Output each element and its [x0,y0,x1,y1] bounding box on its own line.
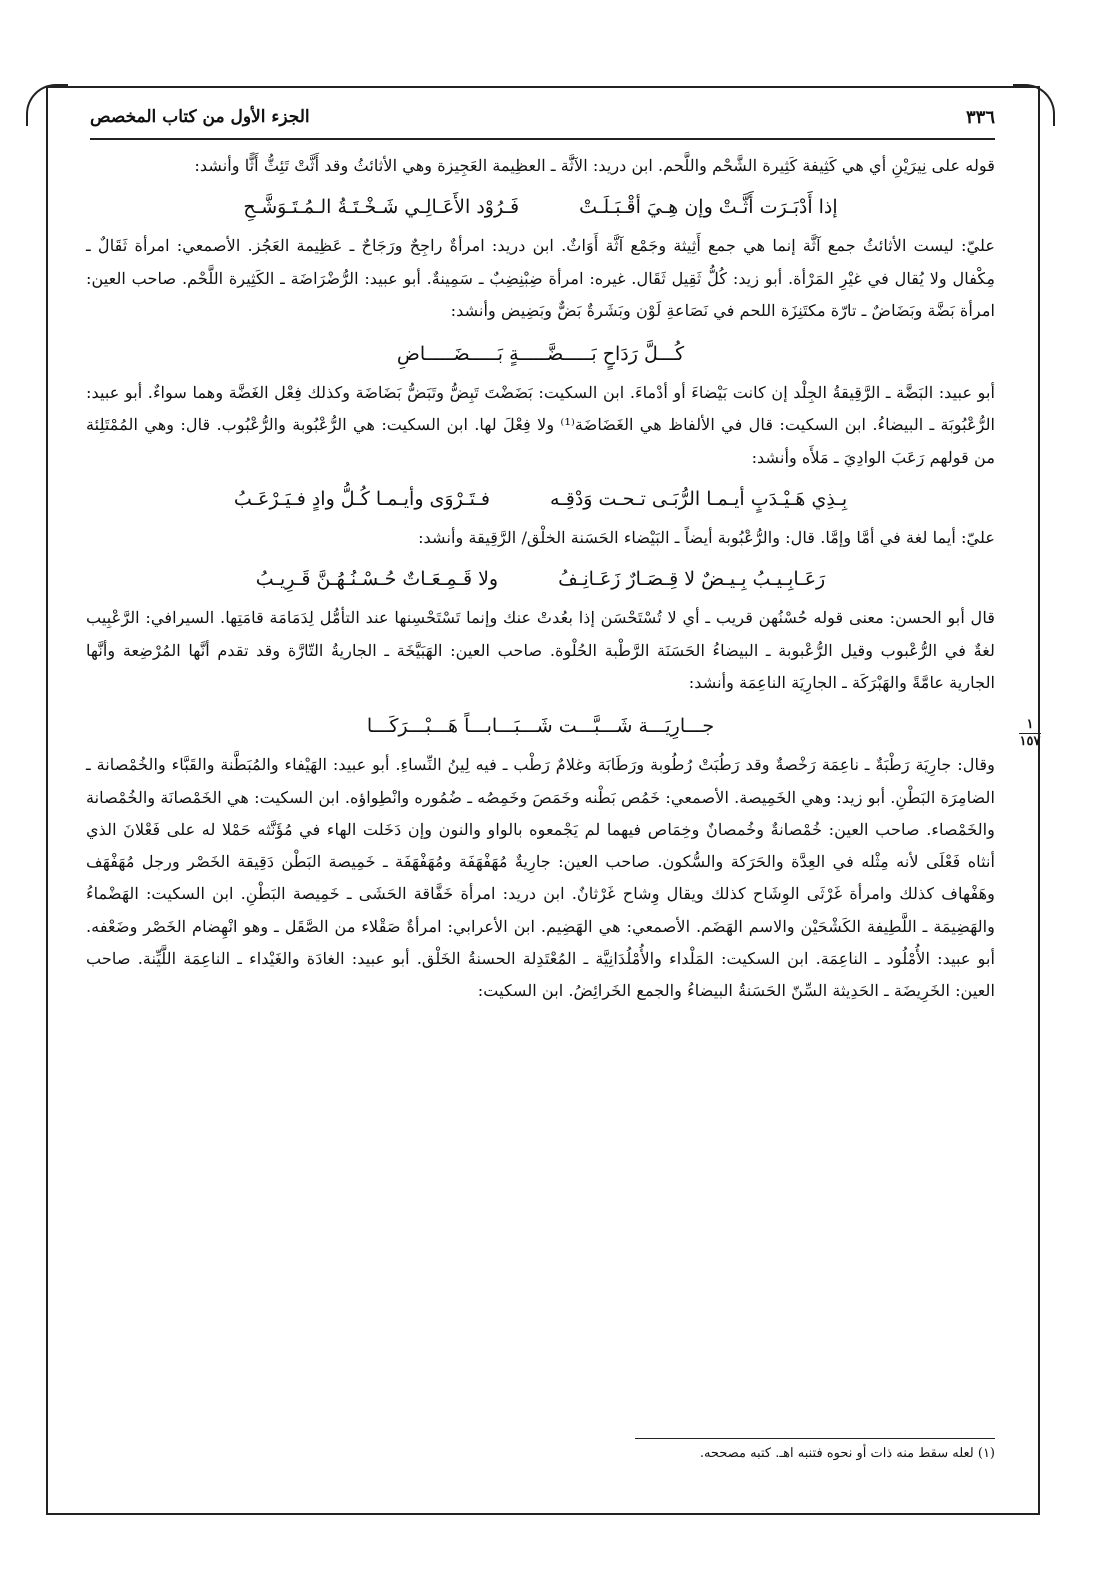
page-header [90,96,995,140]
margin-folio-bottom: ١٥٧ [1019,734,1041,749]
footnote-divider [635,1438,995,1439]
verse-second-hemistich: فَـرُوْد الأَعَـالِـي شَـخْـتَـةُ الـمُـتَـوَشَّـحِ [243,196,520,219]
verse-first-hemistich: إذا أَدْبَـرَت أَثَّـتْ وإن هِـيَ أقْـبَـلَـتْ [579,196,838,219]
paragraph: عليّ: ليست الأثائثُ جمع آثَّة إنما هي جمع أَثِيثة وجَمْع آثَّة أَوَاثٌ. ابن دريد: امرأةٌ راجِحٌ ورَجَاحٌ ـ عَظِيمة العَجُز. الأصمعي: امرأة ثَقَالٌ ـ مِكْفال ولا يُقال في غيْرِ المَرْأة. أبو زيد: كُلُّ ثَقِيل ثَقَال. غيره: امرأة ضِبْنِضِبٌ ـ سَمِينةٌ. أبو عبيد: الرُّضْرَاضَة ـ الكَثِيرة اللَّحْم. صاحب العين: امرأة بَضَّة وبَضَاضٌ ـ تارّة مكتَنِزَة اللحم في نَصَاعةِ لَوْن وبَشَرةٌ بَضٌّ وبَضِيض وأنشد: [86,236,995,320]
paragraph: وقال: جارِيَة رَطْبَةٌ ـ ناعِمَة رَخْصةٌ وقد رَطُبَتْ رُطُوبة ورَطَابَة وغلامٌ رَطْب ـ فيه لِينُ النِّساءِ. أبو عبيد: الهَيْفاء والمُبَطَّنة والقَبَّاء والخُمْصانة ـ الضامِرَة البَطْنِ. أبو زيد: وهي الخَمِيصة. الأصمعي: خَمُص بَطْنه وخَمَصَ وخَمِصُه ـ ضُمُوره وانْطِواؤه. ابن السكيت: هي الخَمْصانَة والخُمْصانة والخَمْصاء. صاحب العين: خُمْصانةٌ وخُمصانٌ وخِمَاص فيهما لم يَجْمعوه بالواو والنون وإن دَخَلت الهاء في مُؤَنَّثه حَمْلا له على فَعْلانَ الذي أنثاه فَعْلَى لأنه مِثْله في العِدَّة والحَرَكة والسُّكون. صاحب العين: جارِيةٌ مُهَفْهَفَة ومُهَفْهَفَة ـ خَمِيصة البَطْن دَقِيقة الخَصْر ورجل مُهَفْهَف وهَفْهاف كذلك وامرأة غَرْثَى الوِشَاح كذلك ويقال وِشاح غَرْثانٌ. ابن دريد: امرأة خَفَّاقة الحَشَى ـ خَمِيصة البَطْنِ. ابن السكيت: الهَضْماءُ والهَضِيمَة ـ اللَّطِيفة الكَشْحَيْن والاسم الهَضَم. الأصمعي: هي الهَضِيم. ابن الأعرابي: امرأةٌ صَقْلاء من الصَّقَل ـ وهو انْهِضام الخَصْر وضَعْفه. أبو عبيد: الأُمْلُود ـ الناعِمَة. ابن السكيت: المَلْداء والأُمْلُدَانِيَّة ـ المُعْتَدِلة الحسنةُ الخَلْق. أبو عبيد: الغادَة والغَيْداء ـ الناعِمَة اللَّيِّنة. صاحب العين: الخَرِيضَة ـ الحَدِيثة السِّنّ الحَسَنةُ البيضاءُ والجمع الخَرائِضُ. ابن السكيت: [86,755,995,1001]
page-number: ٣٣٦ [965,106,995,128]
paragraph: أبو عبيد: البَضَّة ـ الرَّقِيقةُ الجِلْد إن كانت بَيْضاءَ أو أدْماءَ. ابن السكيت: بَضَضْتَ تَبِضُّ وتَبَضُّ بَضَاضَة وكذلك فِعْل الغَضَّة وهما سواءٌ. أبو عبيد: الرُّعْبُوبَة ـ البيضاءُ. ابن السكيت: قال في الألفاظ هي الغَضَاضَة⁽¹⁾ ولا فِعْلَ لها. ابن السكيت: هي الرُّعْبُوبة والرُّعْبُوب. قال: وهي المُمْتَلِئة من قولهم رَعَبَ الوادِيَ ـ مَلأَه وأنشد: [86,383,996,467]
poetry-verse [86,482,995,516]
margin-folio-top: ١ [1026,717,1034,732]
verse-first-hemistich: رَعَـابِـيـبُ بِـيـضٌ لا قِـصَـارٌ زَعَـانِـفُ [558,568,826,591]
verse-second-hemistich: فـتَـرْوَى وأيـمـا كُـلُّ وادٍ فـيَـرْعَـبُ [233,488,491,511]
verse-second-hemistich: ولا قَـمِـعَـاتٌ حُـسْـنُـهُـنَّ قَـرِيـبُ [255,568,499,591]
paragraph: قوله على نِيرَيْنِ أي هي كَثِيفة كَثِيرة الشَّحْم واللَّحم. ابن دريد: الآثَّة ـ العظِيمة العَجِيزة وهي الأثائثُ وقد أَثَّتْ تَئِثُّ أَثًّا وأنشد: [194,156,995,175]
book-title: الجزء الأول من كتاب المخصص [90,107,310,127]
paragraph: قال أبو الحسن: معنى قوله حُسْنُهن قريب ـ أي لا تُسْتَحْسَن إذا بعُدتْ عنك وإنما تَسْتَحْسِنها عند التأمُّل لِدَمَامَة قامَتِها. السيرافي: الرَّعْبِيب لغةٌ في الرُّعْبوب وقيل الرُّعْبوبة ـ البيضاءُ الحَسَنَة الرَّطْبة الحُلْوة. صاحب العين: الهَبَيَّخَة ـ الجاريةُ التّارَّة وقد تقدم أنَّها المُرْضِعة وأنَّها الجارية عامَّةً والهَبْرَكَة ـ الجارِيَة الناعِمَة وأنشد: [86,608,995,692]
poetry-verse-single: كُـــلَّ رَدَاحٍ بَـــــضَّـــــةٍ بَـــــضَـــــاضِ [396,343,685,366]
footnote: (١) لعله سقط منه ذات أو نحوه فتنبه اهـ. كتبه مصححه. [699,1446,995,1461]
poetry-verse [86,562,995,596]
poetry-verse [86,190,995,224]
poetry-verse-single: جـــارِيَـــة شَـــبَّـــت شَـــبَـــابـــاً هَـــبْـــرَكَـــا [366,715,715,738]
verse-first-hemistich: بِـذِي هَـيْـدَبٍ أيـمـا الرُّبَـى تـحـت وَدْقِـه [550,488,848,511]
margin-folio [1019,718,1041,749]
page-body [86,150,995,1008]
paragraph: عليّ: أيما لغة في أمَّا وإمَّا. قال: والرُّعْبُوبة أيضاً ـ البَيْضاء الحَسَنة الخلْق/ الرَّقِيقة وأنشد: [418,528,995,548]
